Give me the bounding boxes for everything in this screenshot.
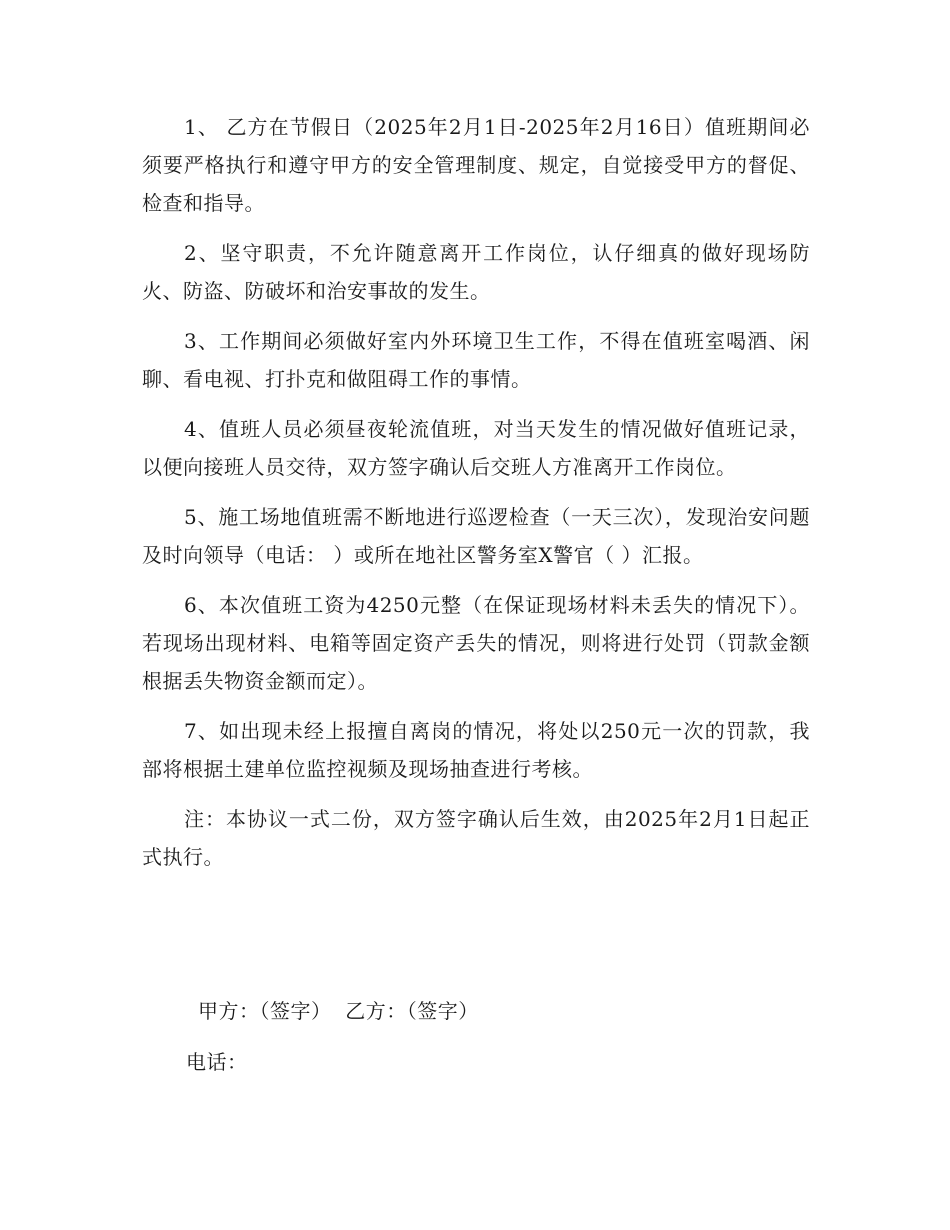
agreement-body — [142, 108, 810, 888]
phone-label: 电话： — [186, 1050, 248, 1074]
clause-1: 1、 乙方在节假日（2025年2月1日-2025年2月16日）值班期间必须要严格执行和遵守甲方的安全管理制度、规定，自觉接受甲方的督促、检查和指导。 — [142, 115, 810, 215]
clause-5: 5、施工场地值班需不断地进行巡逻检查（一天三次），发现治安问题及时向领导（电话： ）或所在地社区警务室X警官（ ）汇报。 — [142, 505, 810, 567]
party-b-signature: 乙方：（签字） — [345, 999, 479, 1023]
note-paragraph: 注：本协议一式二份，双方签字确认后生效，由2025年2月1日起正式执行。 — [142, 807, 810, 869]
signature-row — [198, 992, 479, 1030]
clause-2: 2、坚守职责，不允许随意离开工作岗位，认仔细真的做好现场防火、防盗、防破坏和治安事故的发生。 — [142, 241, 810, 303]
party-a-signature: 甲方：（签字） — [198, 999, 332, 1023]
clause-3: 3、工作期间必须做好室内外环境卫生工作，不得在值班室喝酒、闲聊、看电视、打扑克和做阻碍工作的事情。 — [142, 329, 810, 391]
clause-7: 7、如出现未经上报擅自离岗的情况，将处以250元一次的罚款，我部将根据土建单位监控视频及现场抽查进行考核。 — [142, 719, 810, 781]
clause-6: 6、本次值班工资为4250元整（在保证现场材料未丢失的情况下）。若现场出现材料、电箱等固定资产丢失的情况，则将进行处罚（罚款金额根据丢失物资金额而定）。 — [142, 593, 810, 693]
clause-4: 4、值班人员必须昼夜轮流值班，对当天发生的情况做好值班记录，以便向接班人员交待，双方签字确认后交班人方准离开工作岗位。 — [142, 417, 810, 479]
phone-line — [186, 1043, 248, 1081]
